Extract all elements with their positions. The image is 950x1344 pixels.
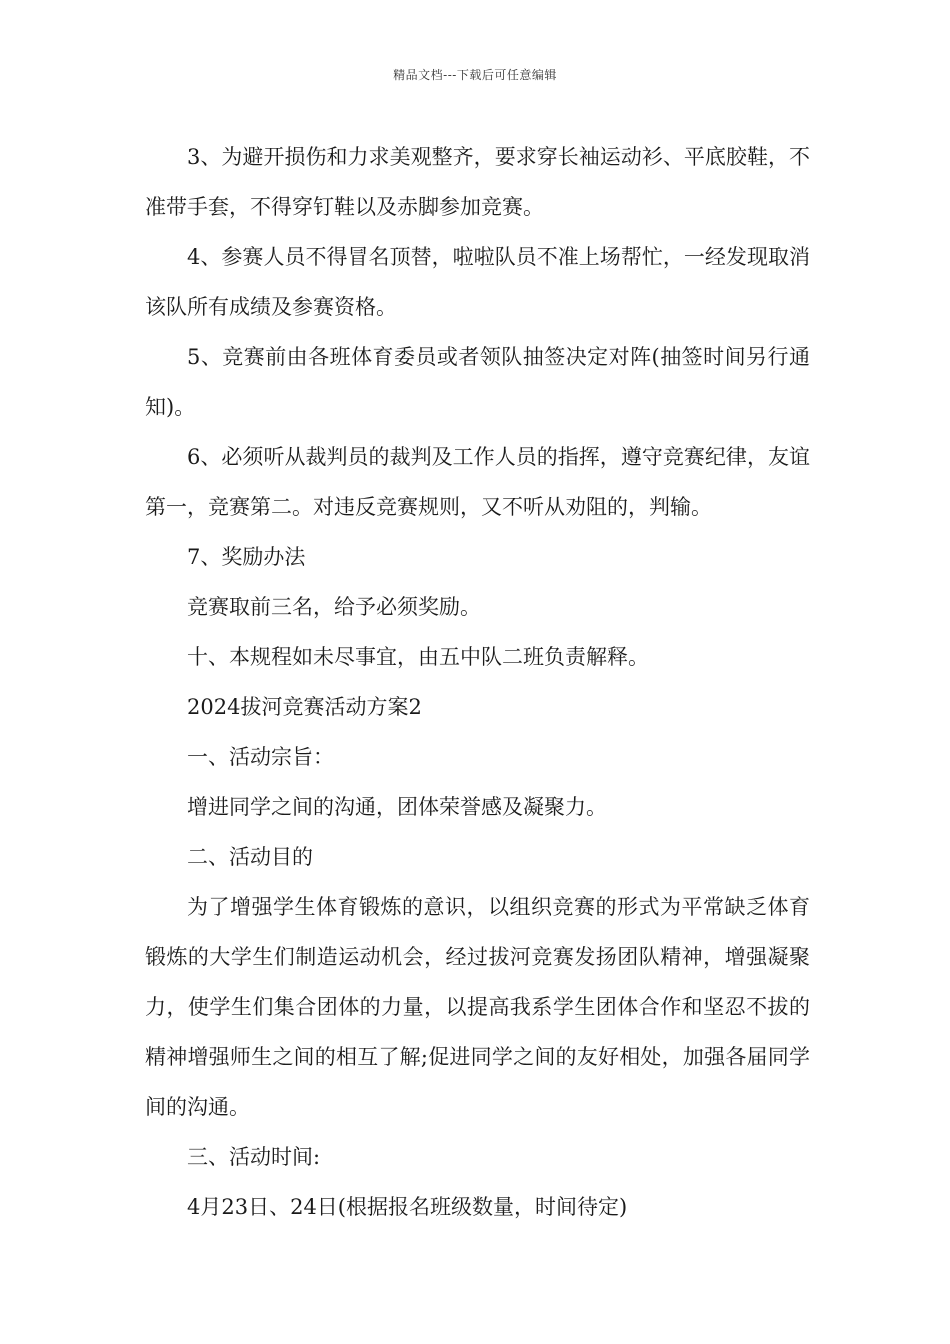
section-purpose-text: 增进同学之间的沟通，团体荣誉感及凝聚力。	[187, 795, 607, 819]
section-time-text: 4月23日、24日(根据报名班级数量，时间待定)	[187, 1195, 628, 1219]
paragraph-rule-5: 5、竞赛前由各班体育委员或者领队抽签决定对阵(抽签时间另行通知)。	[145, 345, 810, 419]
section-goal-text: 为了增强学生体育锻炼的意识，以组织竞赛的形式为平常缺乏体育锻炼的大学生们制造运动机会，经过拔河竞赛发扬团队精神，增强凝聚力，使学生们集合团体的力量，以提高我系学生团体合作和坚忍不拔的精神增强师生之间的相互了解;促进同学之间的友好相处，加强各届同学间的沟通。	[145, 895, 810, 1119]
paragraph-rule-3: 3、为避开损伤和力求美观整齐，要求穿长袖运动衫、平底胶鞋，不准带手套，不得穿钉鞋以及赤脚参加竞赛。	[145, 145, 810, 219]
section-time-heading: 三、活动时间:	[187, 1145, 321, 1169]
paragraph-section-10: 十、本规程如未尽事宜，由五中队二班负责解释。	[187, 645, 649, 669]
section-goal-heading: 二、活动目的	[187, 845, 313, 869]
paragraph-rule-7-heading: 7、奖励办法	[187, 545, 306, 569]
document-body	[145, 132, 810, 1232]
paragraph-awards: 竞赛取前三名，给予必须奖励。	[187, 595, 481, 619]
plan-2-title: 2024拔河竞赛活动方案2	[187, 695, 422, 719]
paragraph-rule-6: 6、必须听从裁判员的裁判及工作人员的指挥，遵守竞赛纪律，友谊第一，竞赛第二。对违反竞赛规则，又不听从劝阻的，判输。	[145, 445, 810, 519]
section-purpose-heading: 一、活动宗旨：	[187, 745, 334, 769]
page-header: 精品文档---下载后可任意编辑	[393, 68, 557, 82]
paragraph-rule-4: 4、参赛人员不得冒名顶替，啦啦队员不准上场帮忙，一经发现取消该队所有成绩及参赛资格。	[145, 245, 810, 319]
